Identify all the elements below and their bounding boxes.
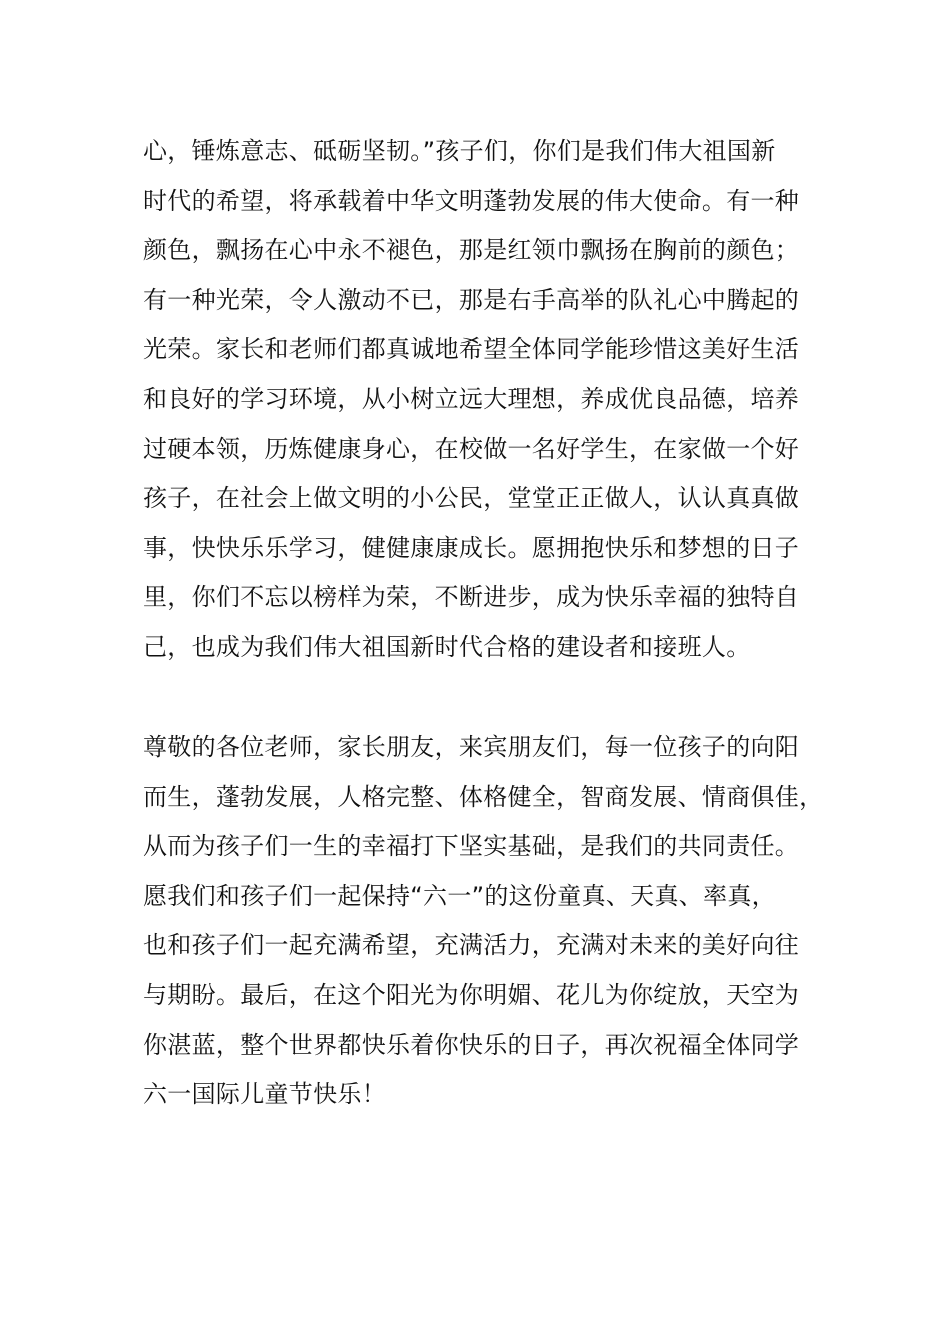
text-line: 里，你们不忘以榜样为荣，不断进步，成为快乐幸福的独特自	[143, 583, 800, 612]
text-line: 与期盼。最后，在这个阳光为你明媚、花儿为你绽放，天空为	[143, 980, 800, 1009]
text-line: 己，也成为我们伟大祖国新时代合格的建设者和接班人。	[143, 632, 751, 661]
text-line: 光荣。家长和老师们都真诚地希望全体同学能珍惜这美好生活	[143, 335, 800, 364]
text-line: 过硬本领，历炼健康身心，在校做一名好学生，在家做一个好	[143, 434, 800, 463]
paragraph-closing-wishes	[143, 127, 823, 673]
text-line: 愿我们和孩子们一起保持“六一”的这份童真、天真、率真，	[143, 881, 776, 910]
text-line: 而生，蓬勃发展，人格完整、体格健全，智商发展、情商俱佳，	[143, 782, 824, 811]
text-line: 时代的希望，将承载着中华文明蓬勃发展的伟大使命。有一种	[143, 186, 800, 215]
text-line: 也和孩子们一起充满希望，充满活力，充满对未来的美好向往	[143, 931, 800, 960]
text-line: 颜色，飘扬在心中永不褪色，那是红领巾飘扬在胸前的颜色；	[143, 236, 800, 265]
text-line: 孩子，在社会上做文明的小公民，堂堂正正做人，认认真真做	[143, 484, 800, 513]
text-line: 事，快快乐乐学习，健健康康成长。愿拥抱快乐和梦想的日子	[143, 533, 800, 562]
text-line: 心，锤炼意志、砥砺坚韧。”孩子们，你们是我们伟大祖国新	[143, 137, 776, 165]
text-line: 有一种光荣，令人激动不已，那是右手高举的队礼心中腾起的	[143, 285, 800, 314]
text-line: 和良好的学习环境，从小树立远大理想，养成优良品德，培养	[143, 384, 800, 413]
paragraph-address-to-guests	[143, 723, 823, 1120]
text-line: 六一国际儿童节快乐！	[143, 1080, 386, 1109]
text-line: 你湛蓝，整个世界都快乐着你快乐的日子，再次祝福全体同学	[143, 1030, 800, 1059]
text-line: 尊敬的各位老师，家长朋友，来宾朋友们，每一位孩子的向阳	[143, 733, 800, 761]
text-line: 从而为孩子们一生的幸福打下坚实基础，是我们的共同责任。	[143, 832, 800, 861]
